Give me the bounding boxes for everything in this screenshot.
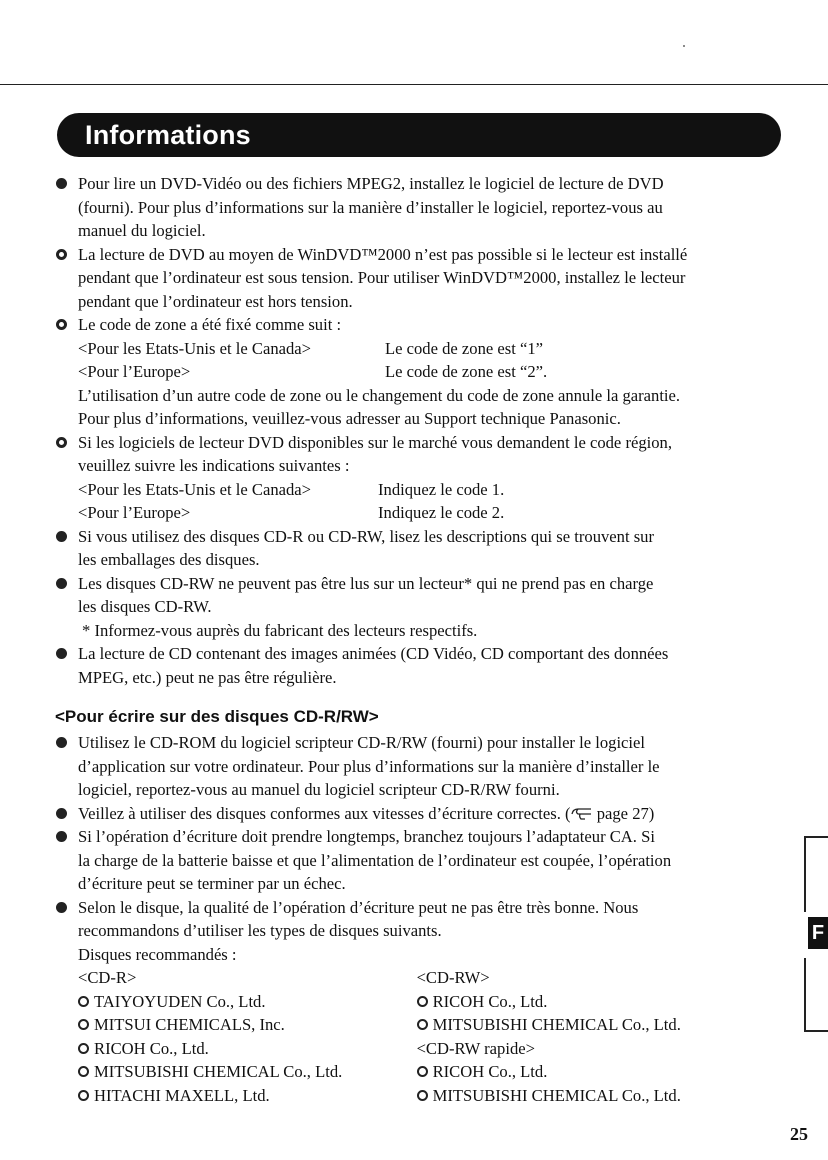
pointing-hand-icon bbox=[571, 808, 593, 820]
text-line: Pour plus d’informations, veuillez-vous adresser au Support technique Panasonic. bbox=[78, 409, 621, 428]
zone-row bbox=[78, 360, 785, 384]
cdr-column bbox=[78, 966, 417, 1107]
cdrw-column bbox=[417, 966, 785, 1107]
info-item bbox=[55, 172, 785, 243]
text-line: Le code de zone a été fixé comme suit : bbox=[78, 315, 342, 334]
list-item: MITSUBISHI CHEMICAL Co., Ltd. bbox=[417, 1013, 785, 1037]
zone-label: <Pour les Etats-Unis et le Canada> bbox=[78, 338, 312, 358]
text-line: (fourni). Pour plus d’informations sur la manière d’installer le logiciel, reportez-vous au bbox=[78, 197, 663, 217]
region-row bbox=[78, 501, 785, 525]
bullet-icon bbox=[417, 1066, 428, 1077]
info-item bbox=[55, 243, 785, 314]
bullet-icon bbox=[56, 578, 67, 589]
list-item: HITACHI MAXELL, Ltd. bbox=[78, 1084, 417, 1108]
region-row bbox=[78, 478, 785, 502]
region-label: <Pour l’Europe> bbox=[78, 503, 191, 522]
language-tab: F bbox=[808, 917, 828, 949]
text-line: Selon le disque, la qualité de l’opération d’écriture peut ne pas être très bonne. Nous bbox=[78, 897, 639, 917]
cdr-header: <CD-R> bbox=[78, 968, 137, 987]
region-value: Indiquez le code 1. bbox=[378, 479, 505, 499]
zone-row bbox=[78, 337, 785, 361]
bullet-icon bbox=[56, 831, 67, 842]
text-line: Si l’opération d’écriture doit prendre longtemps, branchez toujours l’adaptateur CA. Si bbox=[78, 827, 655, 846]
text-line: La lecture de CD contenant des images animées (CD Vidéo, CD comportant des données bbox=[78, 644, 669, 663]
info-item bbox=[55, 313, 785, 431]
region-label: <Pour les Etats-Unis et le Canada> bbox=[78, 479, 312, 499]
text-line: pendant que l’ordinateur est hors tension. bbox=[78, 291, 353, 311]
info-item bbox=[55, 642, 785, 689]
text-line: la charge de la batterie baisse et que l’alimentation de l’ordinateur est coupée, l’opération bbox=[78, 850, 672, 870]
bullet-icon bbox=[417, 996, 428, 1007]
list-item: RICOH Co., Ltd. bbox=[417, 1060, 785, 1084]
bullet-icon bbox=[78, 1043, 89, 1054]
bullet-icon bbox=[56, 319, 67, 330]
zone-value: Le code de zone est “1” bbox=[385, 338, 544, 358]
side-tab-frame bbox=[804, 958, 828, 1032]
list-item: RICOH Co., Ltd. bbox=[78, 1037, 417, 1061]
list-item: TAIYOYUDEN Co., Ltd. bbox=[78, 990, 417, 1014]
cdr-item bbox=[55, 896, 785, 967]
bullet-icon bbox=[56, 531, 67, 542]
text-line: Si vous utilisez des disques CD-R ou CD-RW, lisez les descriptions qui se trouvent sur bbox=[78, 526, 654, 546]
bullet-icon bbox=[417, 1090, 428, 1101]
header-rule bbox=[0, 84, 828, 85]
text-line: Disques recommandés : bbox=[78, 944, 237, 964]
bullet-icon bbox=[56, 737, 67, 748]
bullet-icon bbox=[56, 437, 67, 448]
footnote: * Informez-vous auprès du fabricant des lecteurs respectifs. bbox=[82, 620, 478, 640]
bullet-icon bbox=[78, 996, 89, 1007]
page-reference: page 27) bbox=[596, 803, 655, 823]
bullet-icon bbox=[78, 1019, 89, 1030]
bullet-icon bbox=[56, 902, 67, 913]
bullet-icon bbox=[78, 1066, 89, 1077]
zone-label: <Pour l’Europe> bbox=[78, 362, 191, 381]
text-line: Utilisez le CD-ROM du logiciel scripteur CD-R/RW (fourni) pour installer le logiciel bbox=[78, 733, 645, 752]
list-item: MITSUI CHEMICALS, Inc. bbox=[78, 1013, 417, 1037]
text-line bbox=[78, 802, 785, 826]
text-fragment: Veillez à utiliser des disques conformes aux vitesses d’écriture correctes. ( bbox=[78, 803, 571, 823]
list-item: MITSUBISHI CHEMICAL Co., Ltd. bbox=[78, 1060, 417, 1084]
text-line: d’écriture peut se terminer par un échec. bbox=[78, 874, 346, 893]
text-line: les disques CD-RW. bbox=[78, 597, 212, 616]
text-line: Pour lire un DVD-Vidéo ou des fichiers MPEG2, installez le logiciel de lecture de DVD bbox=[78, 174, 664, 193]
text-line: MPEG, etc.) peut ne pas être régulière. bbox=[78, 667, 337, 687]
banner-title: Informations bbox=[85, 119, 251, 150]
region-value: Indiquez le code 2. bbox=[378, 503, 505, 522]
bullet-icon bbox=[56, 249, 67, 260]
page-content bbox=[55, 172, 785, 1107]
bullet-icon bbox=[56, 178, 67, 189]
bullet-icon bbox=[78, 1090, 89, 1101]
text-line: les emballages des disques. bbox=[78, 550, 260, 569]
info-item bbox=[55, 525, 785, 572]
text-line: manuel du logiciel. bbox=[78, 221, 206, 240]
text-line: Si les logiciels de lecteur DVD disponibles sur le marché vous demandent le code région, bbox=[78, 432, 672, 452]
info-item bbox=[55, 572, 785, 643]
text-line: L’utilisation d’un autre code de zone ou le changement du code de zone annule la garantie. bbox=[78, 385, 681, 405]
text-line: veuillez suivre les indications suivantes : bbox=[78, 456, 350, 475]
side-tab-frame bbox=[804, 836, 828, 912]
cdrw-fast-header: <CD-RW rapide> bbox=[416, 1038, 535, 1058]
text-line: La lecture de DVD au moyen de WinDVD™2000 n’est pas possible si le lecteur est installé bbox=[78, 244, 688, 264]
text-line: logiciel, reportez-vous au manuel du logiciel scripteur CD-R/RW fourni. bbox=[78, 780, 560, 799]
zone-value: Le code de zone est “2”. bbox=[385, 362, 548, 381]
cdr-item bbox=[55, 731, 785, 802]
info-item bbox=[55, 431, 785, 525]
manufacturer-table bbox=[55, 966, 785, 1107]
page-number: 25 bbox=[790, 1124, 808, 1144]
scan-speck bbox=[683, 45, 685, 47]
text-line: pendant que l’ordinateur est sous tension. Pour utiliser WinDVD™2000, installez le lecteur bbox=[78, 268, 686, 287]
cdr-item bbox=[55, 825, 785, 896]
cdrw-header: <CD-RW> bbox=[416, 968, 490, 987]
text-line: d’application sur votre ordinateur. Pour plus d’informations sur la manière d’installer le bbox=[78, 756, 660, 776]
section-heading: <Pour écrire sur des disques CD-R/RW> bbox=[55, 707, 379, 726]
bullet-icon bbox=[417, 1019, 428, 1030]
bullet-icon bbox=[56, 648, 67, 659]
list-item: RICOH Co., Ltd. bbox=[417, 990, 785, 1014]
list-item: MITSUBISHI CHEMICAL Co., Ltd. bbox=[417, 1084, 785, 1108]
text-line: Les disques CD-RW ne peuvent pas être lus sur un lecteur* qui ne prend pas en charge bbox=[78, 573, 654, 593]
section-banner bbox=[57, 113, 781, 157]
text-line: recommandons d’utiliser les types de disques suivants. bbox=[78, 921, 442, 940]
bullet-icon bbox=[56, 808, 67, 819]
cdr-item bbox=[55, 802, 785, 826]
